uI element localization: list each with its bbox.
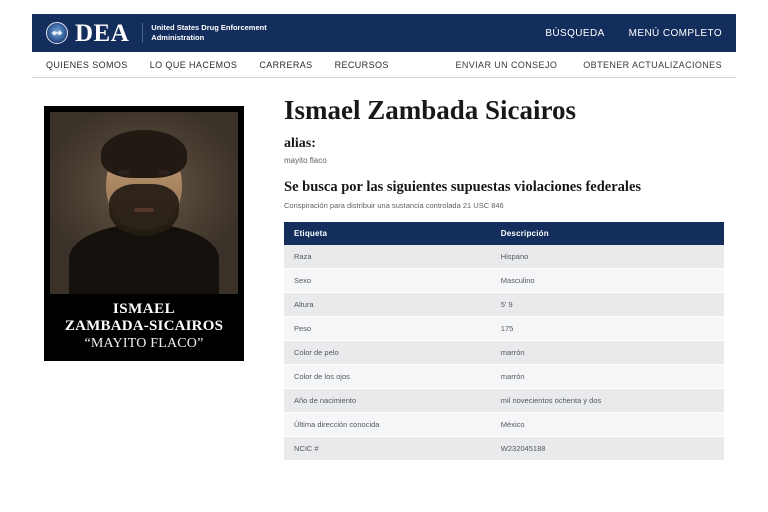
nav-item-quienes-somos[interactable]: QUIENES SOMOS xyxy=(46,59,128,70)
poster-name-line-1: ISMAEL xyxy=(112,301,176,317)
cell-value: W232045188 xyxy=(491,437,724,461)
cell-label: Raza xyxy=(284,245,491,269)
primary-nav xyxy=(32,52,736,78)
cell-label: Color de pelo xyxy=(284,341,491,365)
cell-value: 5' 9 xyxy=(491,293,724,317)
table-row xyxy=(284,437,724,461)
photo-eye-left xyxy=(118,170,130,175)
cell-value: México xyxy=(491,413,724,437)
cell-value: Masculino xyxy=(491,269,724,293)
site-logo[interactable] xyxy=(46,21,267,46)
header-link-menu-completo[interactable]: MENÚ COMPLETO xyxy=(628,27,722,39)
nav-item-carreras[interactable]: CARRERAS xyxy=(259,59,313,70)
column-header-descripcion: Descripción xyxy=(491,222,724,245)
cell-value: Hispano xyxy=(491,245,724,269)
photo-eye-right xyxy=(158,170,170,175)
nav-left-group xyxy=(46,60,389,70)
dea-seal-icon xyxy=(46,22,68,44)
agency-line-2: Administration xyxy=(151,33,205,42)
cell-label: Sexo xyxy=(284,269,491,293)
table-row xyxy=(284,341,724,365)
nav-item-lo-que-hacemos[interactable]: LO QUE HACEMOS xyxy=(149,59,238,70)
header-link-busqueda[interactable]: BÚSQUEDA xyxy=(545,27,605,39)
agency-name xyxy=(142,23,266,43)
table-row xyxy=(284,413,724,437)
nav-item-obtener-actualizaciones[interactable]: OBTENER ACTUALIZACIONES xyxy=(583,59,722,70)
charges-heading: Se busca por las siguientes supuestas violaciones federales xyxy=(284,179,642,195)
alias-heading: alias: xyxy=(284,136,316,151)
table-row xyxy=(284,245,724,269)
poster-alias-line: “MAYITO FLACO” xyxy=(84,336,204,351)
cell-value: 175 xyxy=(491,317,724,341)
charges-value: Conspiración para distribuir una sustancia controlada 21 USC 846 xyxy=(284,201,504,210)
photo-mouth-shape xyxy=(134,208,154,212)
table-row xyxy=(284,293,724,317)
table-row xyxy=(284,269,724,293)
table-row xyxy=(284,389,724,413)
column-header-etiqueta: Etiqueta xyxy=(284,222,491,245)
subject-photo xyxy=(50,112,238,294)
nav-item-enviar-un-consejo[interactable]: ENVIAR UN CONSEJO xyxy=(455,59,558,70)
table-row xyxy=(284,365,724,389)
poster-caption xyxy=(50,294,238,353)
cell-value: mil novecientos ochenta y dos xyxy=(491,389,724,413)
agency-line-1: United States Drug Enforcement xyxy=(151,23,267,32)
nav-item-recursos[interactable]: RECURSOS xyxy=(334,59,389,70)
nav-right-group xyxy=(455,60,722,70)
cell-label: Última dirección conocida xyxy=(284,413,491,437)
cell-value: marrón xyxy=(491,341,724,365)
wanted-poster xyxy=(44,106,244,361)
cell-label: Peso xyxy=(284,317,491,341)
site-header xyxy=(32,14,736,52)
dea-wordmark: DEA xyxy=(75,19,130,47)
page-title: Ismael Zambada Sicairos xyxy=(284,95,577,125)
cell-label: Año de nacimiento xyxy=(284,389,491,413)
cell-value: marrón xyxy=(491,365,724,389)
table-row xyxy=(284,317,724,341)
cell-label: NCIC # xyxy=(284,437,491,461)
photo-hair-shape xyxy=(101,130,187,178)
alias-value: mayito flaco xyxy=(284,156,327,165)
fugitive-facts-table xyxy=(284,222,724,461)
header-links xyxy=(545,28,722,39)
table-header-row xyxy=(284,222,724,245)
cell-label: Altura xyxy=(284,293,491,317)
cell-label: Color de los ojos xyxy=(284,365,491,389)
fugitive-details xyxy=(284,94,724,461)
poster-name-line-2: ZAMBADA-SICAIROS xyxy=(64,318,224,334)
